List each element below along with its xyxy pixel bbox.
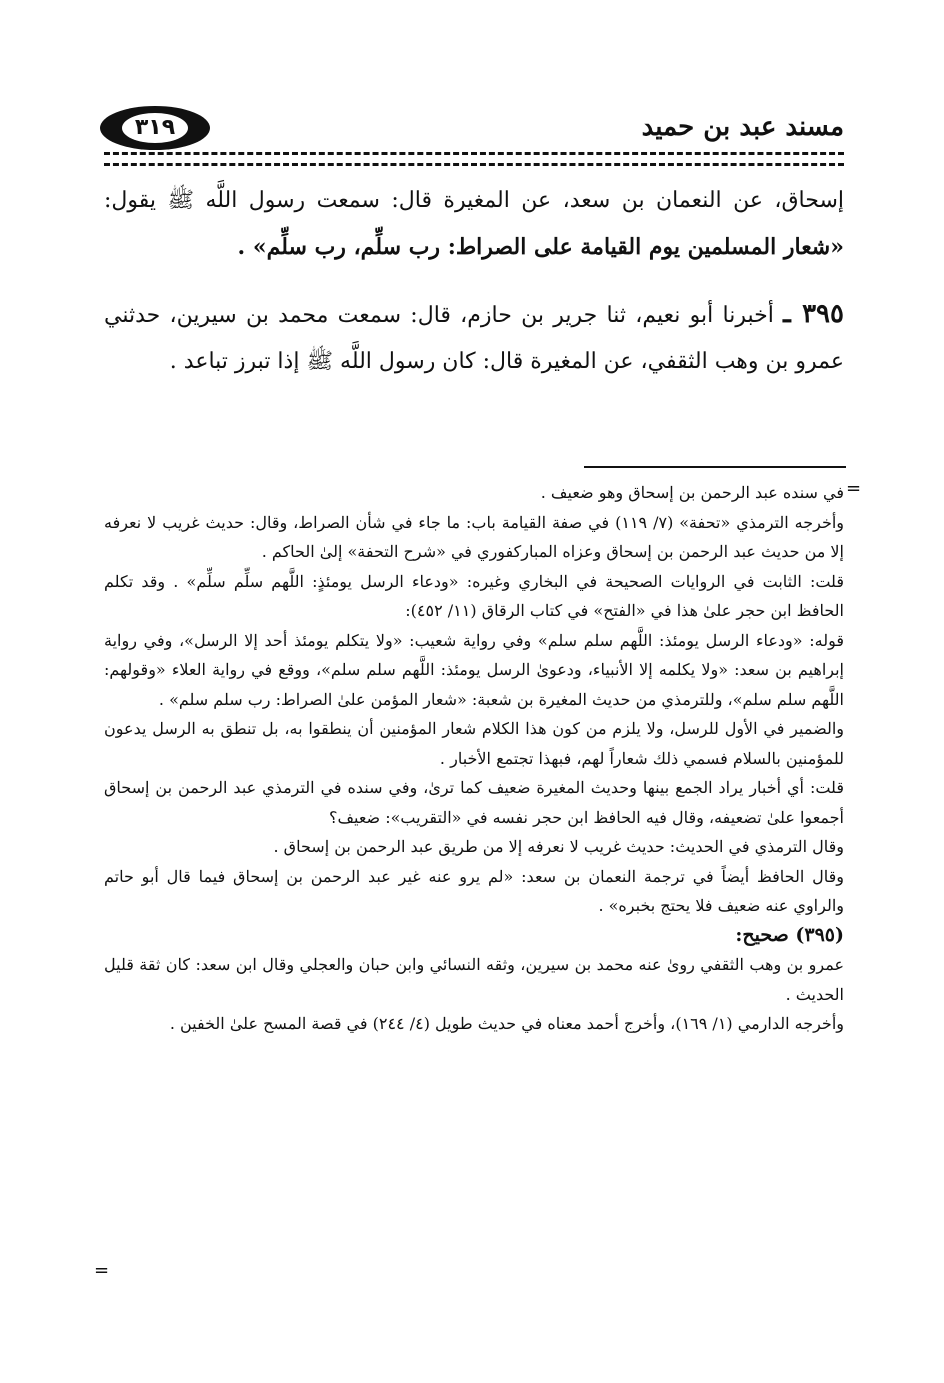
page-number-badge <box>100 106 210 150</box>
book-title: مسند عبد بن حميد <box>641 112 844 142</box>
main-text <box>104 178 844 405</box>
footnote-line: وأخرجه الدارمي (١/ ١٦٩)، وأخرج أحمد معناه في حديث طويل (٤/ ٢٤٤) في قصة المسح علىٰ الخفين . <box>169 1014 844 1033</box>
para2-text: أخبرنا أبو نعيم، ثنا جرير بن حازم، قال: سمعت محمد بن سيرين، حدثني عمرو بن وهب الثقفي، عن المغيرة قال: كان رسول اللَّه ﷺ إذا تبرز تباعد . <box>104 303 844 374</box>
footnote-line: وأخرجه الترمذي «تحفة» (٧/ ١١٩) في صفة القيامة باب: ما جاء في شأن الصراط، وقال: حديث غريب لا نعرفه إلا من حديث عبد الرحمن بن إسحاق وعزاه المباركفوري في «شرح التحفة» إلىٰ الحاكم . <box>104 512 845 561</box>
page-number: ٣١٩ <box>122 113 188 143</box>
para1-bold: «شعار المسلمين يوم القيامة على الصراط: رب سلِّم، رب سلِّم» . <box>237 234 844 260</box>
footnote-line: قلت: أي أخبار يراد الجمع بينها وحديث المغيرة ضعيف كما ترىٰ، وفي سنده في الترمذي عبد الرحمن بن إسحاق أجمعوا علىٰ تضعيفه، وقال فيه الحافظ ابن حجر نفسه في «التقريب»: ضعيف؟ <box>104 778 844 827</box>
hadith-number: ٣٩٥ ـ <box>783 299 844 329</box>
footnote-line: وقال الترمذي في الحديث: حديث غريب لا نعرفه إلا من طريق عبد الرحمن بن إسحاق . <box>273 837 844 856</box>
footnote-heading: (٣٩٥) صحيح: <box>735 923 844 946</box>
footnote-line: عمرو بن وهب الثقفي روىٰ عنه محمد بن سيرين، وثقه النسائي وابن حبان والعجلي وقال ابن سعد: كان ثقة قليل الحديث . <box>104 955 844 1004</box>
footnotes <box>104 478 844 1039</box>
page-header <box>100 100 844 158</box>
footnote-separator <box>584 466 846 468</box>
footnote-line: قلت: الثابت في الروايات الصحيحة في البخاري وغيره: «ودعاء الرسل يومئذٍ: اللَّهم سلِّم سلِّم» . وقد تكلم الحافظ ابن حجر علىٰ هذا في «الفتح» في كتاب الرقاق (١١/ ٤٥٢): <box>104 571 844 620</box>
continuation-marker-bottom: = <box>94 1260 110 1281</box>
continuation-marker-top: = <box>846 478 862 499</box>
footnote-line: والضمير في الأول للرسل، ولا يلزم من كون هذا الكلام شعار المؤمنين أن ينطقوا به، بل تنطق به الرسل يدعون للمؤمنين بالسلام فسمي ذلك شعاراً لهم، فبهذا تجتمع الأخبار . <box>104 719 844 768</box>
footnote-line: قوله: «ودعاء الرسل يومئذ: اللَّهم سلم سلم» وفي رواية شعيب: «ولا يتكلم يومئذ أحد إلا الرسل»، وفي رواية إبراهيم بن سعد: «ولا يكلمه إلا الأنبياء، ودعوىٰ الرسل يومئذ: اللَّهم سلم سلم»، ووقع في رواية العلاء «وقولهم: اللَّهم سلم سلم»، وللترمذي من حديث المغيرة بن شعبة: «شعار المؤمن علىٰ الصراط: رب سلم سلم» . <box>104 630 845 709</box>
main-paragraph-1 <box>104 178 844 271</box>
footnote-line: في سنده عبد الرحمن بن إسحاق وهو ضعيف . <box>540 483 844 502</box>
footnote-line: وقال الحافظ أيضاً في ترجمة النعمان بن سعد: «لم يرو عنه غير عبد الرحمن بن إسحاق فيما قال أبو حاتم والراوي عنه ضعيف فلا يحتج بخبره» . <box>104 866 844 915</box>
header-divider <box>104 152 844 166</box>
main-paragraph-2 <box>104 291 844 385</box>
para1-text: إسحاق، عن النعمان بن سعد، عن المغيرة قال: سمعت رسول اللَّه ﷺ يقول: <box>104 188 844 213</box>
